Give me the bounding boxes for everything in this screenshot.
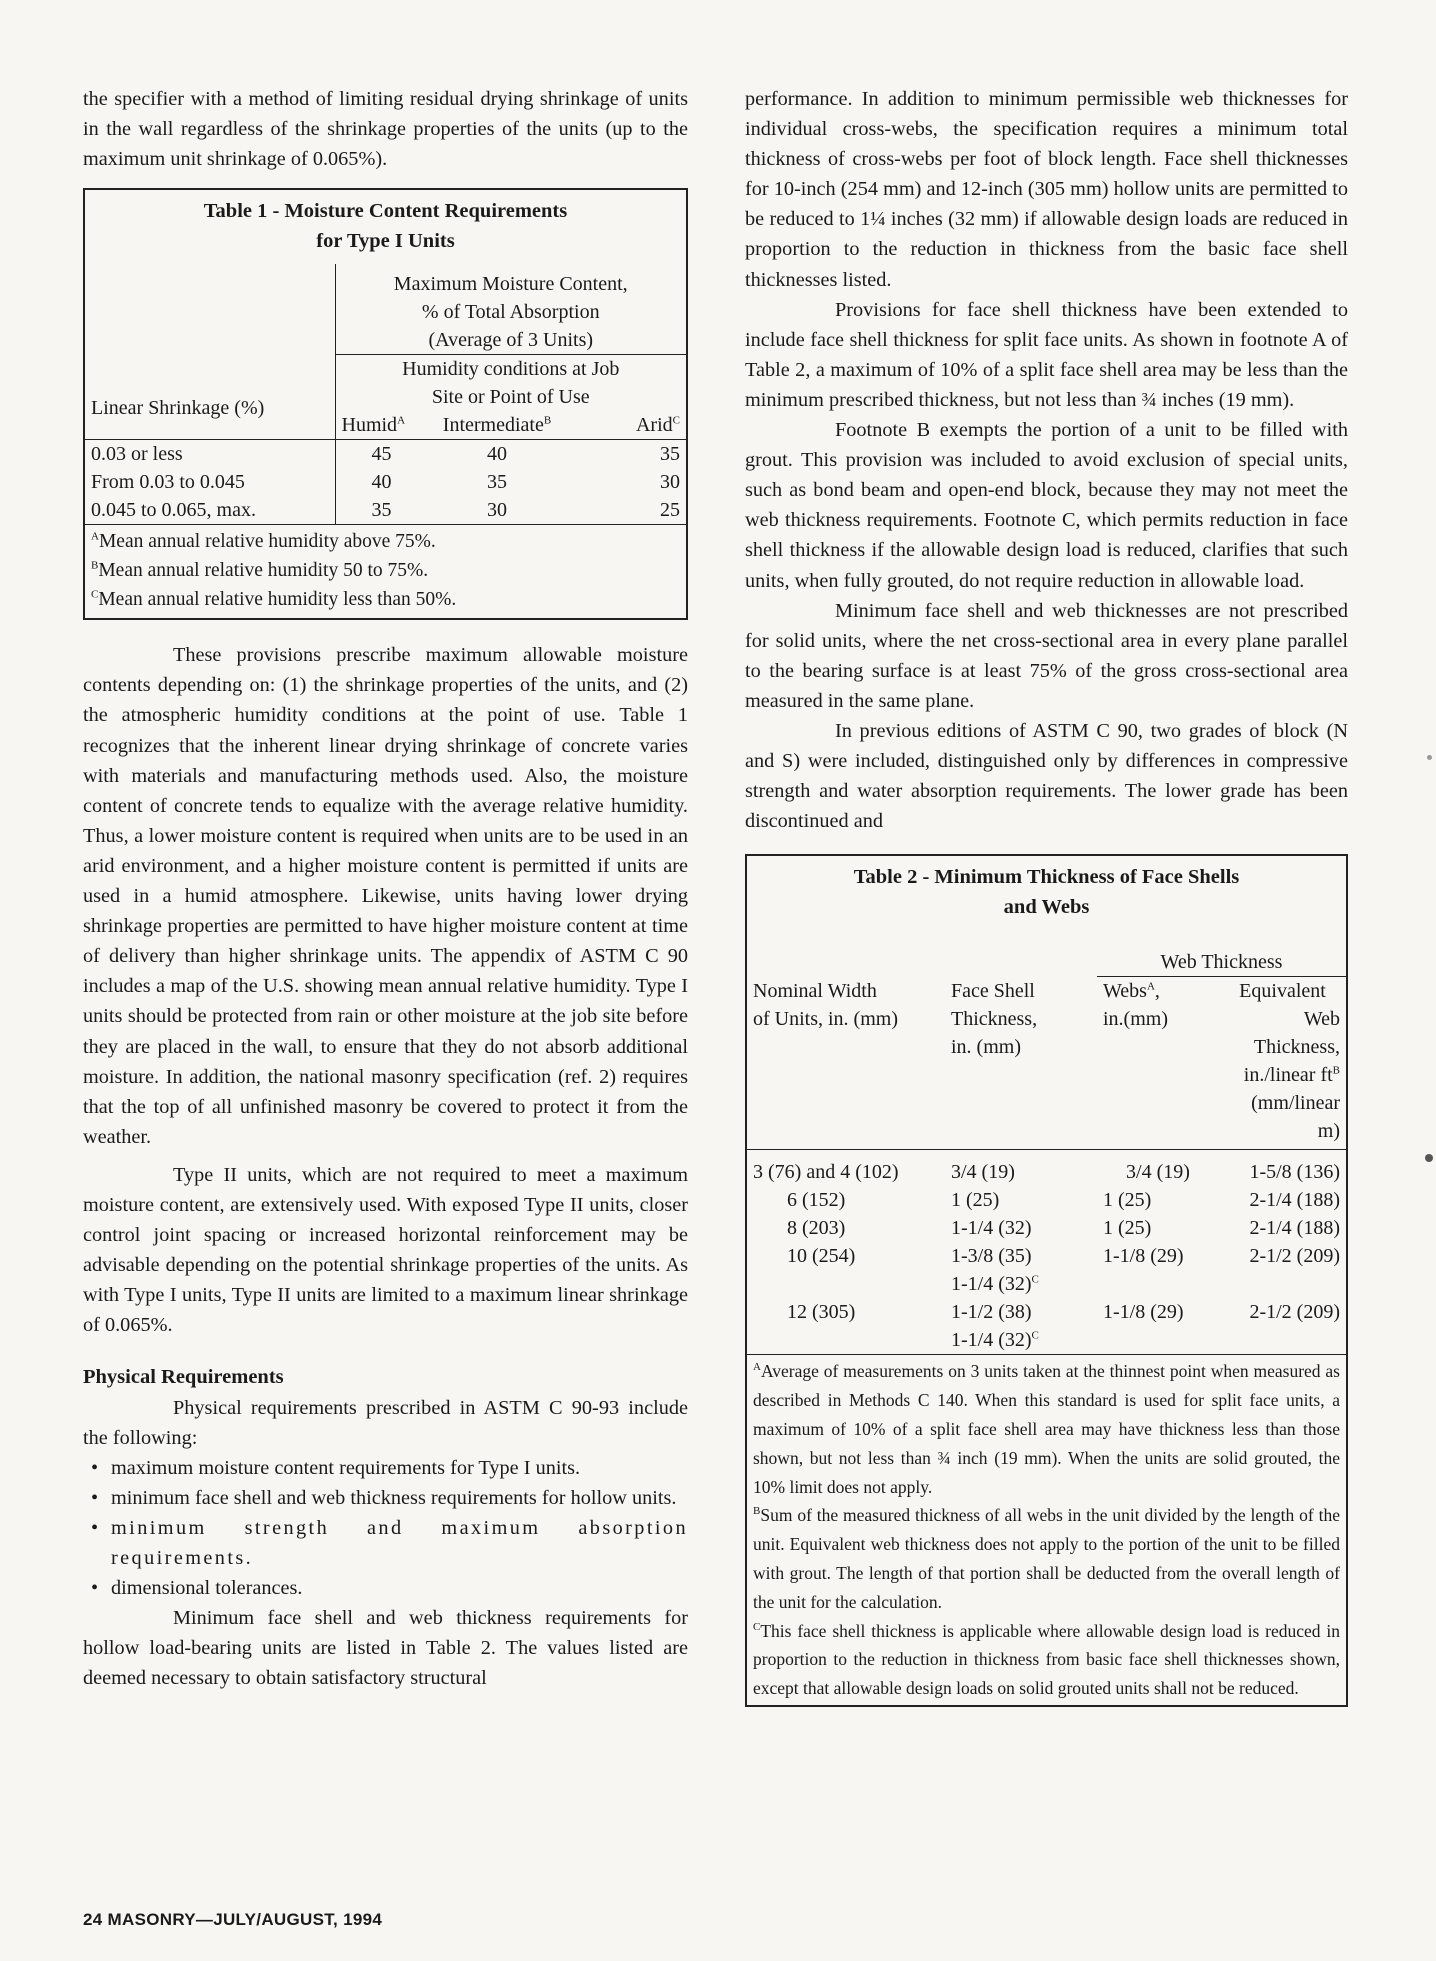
provisions-paragraph: These provisions prescribe maximum allowable moisture contents depending on: (1) the shrinkage properties of the units, and (2) the atmospheric humidity conditions at the point of use. Table 1 recognizes that the inherent linear drying shrinkage of concrete varies with materials and manufacturing methods used. Also, the moisture content of concrete tends to equalize with the average relative humidity. Thus, a lower moisture content is required when units are to be used in an arid environment, and a higher moisture content is permitted if units are used in a humid atmosphere. Likewise, units having lower drying shrinkage properties are permitted to have higher moisture content at time of delivery than higher shrinkage units. The appendix of ASTM C 90 includes a map of the U.S. showing mean annual relative humidity. Type I units should be protected from rain or other moisture at the job site before they are placed in the wall, to ensure that they do not absorb additional moisture. In addition, the national masonry specification (ref. 2) requires that the top of all unfinished masonry be covered to protect it from the weather.: [83, 644, 688, 1148]
previous-editions-paragraph: In previous editions of ASTM C 90, two grades of block (N and S) were included, distinguished only by differences in compressive strength and water absorption requirements. The lower grade has been discontinued and: [745, 719, 1348, 833]
table-1-head-max: Maximum Moisture Content, % of Total Absorption (Average of 3 Units): [335, 264, 686, 355]
table-row: 8 (203) 1-1/4 (32) 1 (25) 2-1/4 (188): [787, 1217, 1340, 1240]
table-row: 12 (305) 1-1/2 (38) 1-1/4 $(32)^C$ 1-1/8 (29) 2-1/2 (209): [787, 1301, 1340, 1352]
list-item: • minimum face shell and web thickness requirements for hollow units.: [111, 1483, 688, 1513]
table-1-title: Table 1 - Moisture Content Requirements for Type I Units: [203, 200, 568, 253]
table-row: From 0.03 to 0.045 40 35 30: [85, 468, 686, 496]
left-column: [83, 84, 688, 1693]
scan-mark: [1425, 1154, 1433, 1162]
table-1-notes: [85, 524, 686, 618]
table-1-h-humid: Humid$^A$: [335, 411, 417, 440]
table-2-note: $^A$Average of measurements on 3 units taken at the thinnest point when measured as described in Methods C 140. When this standard is used for split face units, a maximum of 10% of a split face shell area may have thickness less than those shown, but not less than ¾ inch (19 mm). When the units are solid grouted, the 10% limit does not apply.: [753, 1361, 1340, 1497]
table-1: [83, 188, 688, 620]
performance-paragraph: performance. In addition to minimum permissible web thicknesses for individual cross-webs, the specification requires a minimum total thickness of cross-webs per foot of block length. Face shell thicknesses for 10-inch (254 mm) and 12-inch (305 mm) hollow units are permitted to be reduced to 1¼ inches (32 mm) if allowable design loads are reduced in proportion to the reduction in thickness from the basic face shell thicknesses listed.: [745, 88, 1348, 291]
table-2-h-equivalent: Equivalent Web Thickness, in./linear $ft^B$ (mm/linear m): [1239, 980, 1340, 1143]
section-heading-physical: Physical Requirements: [83, 1366, 284, 1389]
table-1-grid: [85, 264, 686, 524]
table-row: 0.03 or less 45 40 35: [85, 440, 686, 469]
table-row: 6 (152) 1 (25) 1 (25) 2-1/4 (188): [787, 1189, 1340, 1212]
table-2-note: $^B$Sum of the measured thickness of all webs in the unit divided by the length of the unit. Equivalent web thickness does not apply to the portion of the unit to be filled with grout. The length of that portion shall be deducted from the overall length of the unit for the calculation.: [753, 1505, 1340, 1612]
table-row: 10 (254) 1-3/8 (35) 1-1/4 $(32)^C$ 1-1/8 (29) 2-1/2 (209): [787, 1245, 1340, 1296]
table-2-grid: [747, 948, 1346, 1354]
table-2-head-web-thickness: Web Thickness: [1097, 948, 1346, 977]
table-2-note: $^C$This face shell thickness is applicable where allowable design load is reduced in proportion to the reduction in thickness from basic face shell thicknesses shown, except that allowable design loads on solid grouted units shall not be reduced.: [753, 1620, 1340, 1699]
physical-paragraph: Physical requirements prescribed in ASTM C 90-93 include the following:: [83, 1396, 688, 1449]
publication-name: MASONRY—JULY/AUGUST, 1994: [107, 1910, 383, 1929]
type2-paragraph: Type II units, which are not required to meet a maximum moisture content, are extensively used. With exposed Type II units, closer control joint spacing or increased horizontal reinforcement may be advisable depending on the potential shrinkage properties of the units. As with Type I units, Type II units are limited to a maximum linear shrinkage of 0.065%.: [83, 1163, 688, 1337]
table-2-h-webs: Webs$^A$, in.(mm): [1103, 980, 1168, 1031]
requirements-list: [83, 1453, 688, 1603]
face-shell-paragraph: Provisions for face shell thickness have been extended to include face shell thickness for split face units. As shown in footnote A of Table 2, a maximum of 10% of a split face shell area may be less than the minimum prescribed thickness, but not less than ¾ inches (19 mm).: [745, 298, 1348, 411]
table-2-title: Table 2 - Minimum Thickness of Face Shells and Webs: [853, 866, 1240, 919]
page-footer: [83, 1910, 382, 1930]
table-2: [745, 854, 1348, 1707]
table-1-head-humidity: Humidity conditions at Job Site or Point of Use: [335, 355, 686, 412]
table-row: 3 (76) and 4 (102) 3/4 (19) 3/4 (19) 1-5/8 (136): [753, 1161, 1340, 1184]
table-1-note: $^C$Mean annual relative humidity less than 50%.: [91, 588, 457, 611]
table-2-h-nominal: Nominal Width of Units, in. (mm): [753, 979, 898, 1030]
table-2-notes: [747, 1354, 1346, 1705]
page-number: 24: [83, 1910, 103, 1929]
solid-units-paragraph: Minimum face shell and web thicknesses are not prescribed for solid units, where the net cross-sectional area in every plane parallel to the bearing surface is at least 75% of the gross cross-sectional area measured in the same plane.: [745, 599, 1348, 712]
list-item: • minimum strength and maximum absorption requirements.: [111, 1513, 688, 1573]
right-column: [745, 84, 1348, 1721]
table-1-note: $^A$Mean annual relative humidity above 75%.: [91, 530, 436, 553]
footnote-b-paragraph: Footnote B exempts the portion of a unit to be filled with grout. This provision was included to avoid exclusion of special units, such as bond beam and open-end block, because they may not meet the web thickness requirements. Footnote C, which permits reduction in face shell thickness if the allowable design load is reduced, clarifies that such units, when fully grouted, do not require reduction in allowable load.: [745, 419, 1348, 592]
table-1-h-arid: Arid$^C$: [635, 414, 680, 437]
table-2-h-face: Face Shell Thickness, in. (mm): [951, 979, 1038, 1058]
minimum-paragraph: Minimum face shell and web thickness requirements for hollow load-bearing units are listed in Table 2. The values listed are deemed necessary to obtain satisfactory structural: [83, 1607, 688, 1690]
table-1-h-intermediate: Intermediate$^B$: [442, 414, 552, 437]
table-1-note: $^B$Mean annual relative humidity 50 to 75%.: [91, 559, 429, 582]
intro-paragraph: the specifier with a method of limiting residual drying shrinkage of units in the wall regardless of the shrinkage properties of the units (up to the maximum unit shrinkage of 0.065%).: [83, 88, 688, 171]
list-item: • maximum moisture content requirements for Type I units.: [111, 1453, 688, 1483]
scan-mark: [1427, 755, 1432, 760]
list-item: • dimensional tolerances.: [111, 1573, 688, 1603]
table-1-col-shrinkage: Linear Shrinkage (%): [91, 396, 265, 419]
table-row: 0.045 to 0.065, max. 35 30 25: [85, 496, 686, 524]
